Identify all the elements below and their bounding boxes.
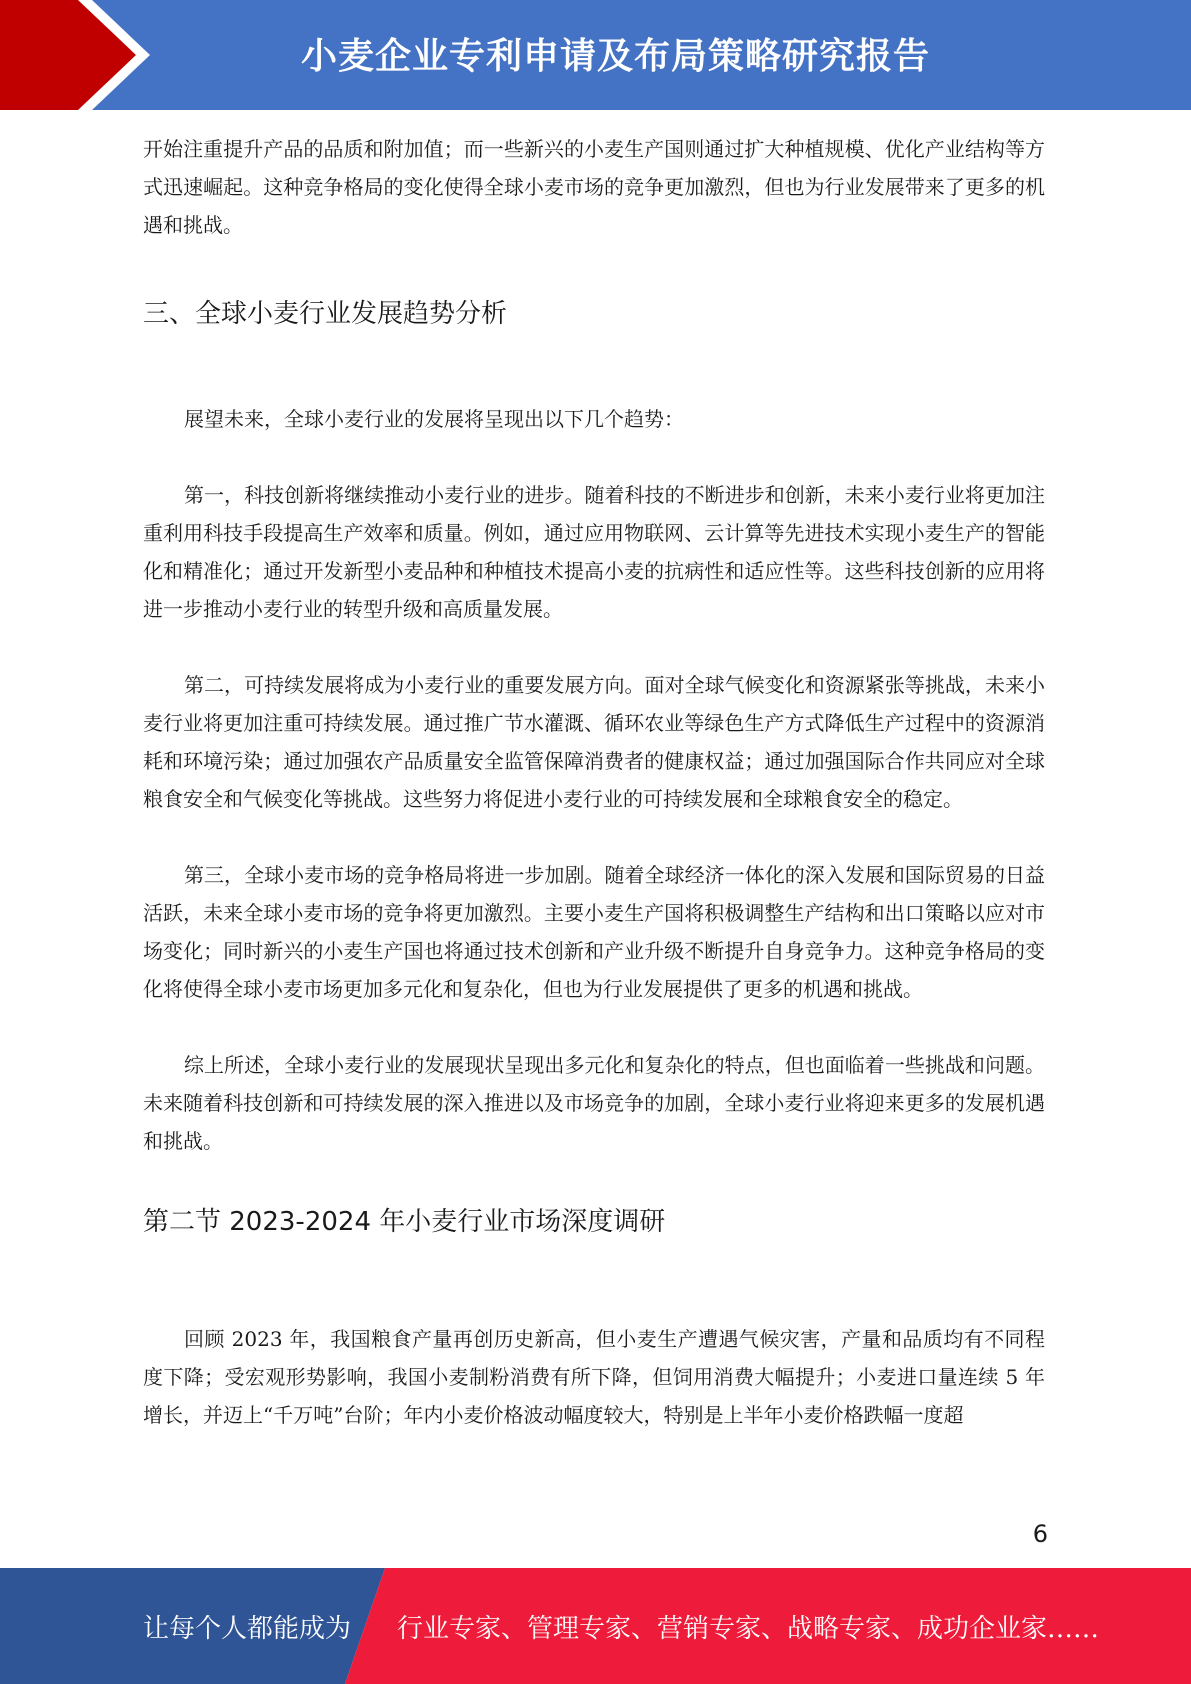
paragraph-third-trend: 第三，全球小麦市场的竞争格局将进一步加剧。随着全球经济一体化的深入发展和国际贸易的日益活跃，未来全球小麦市场的竞争将更加激烈。主要小麦生产国将积极调整生产结构和出口策略以应对市场变化；同时新兴的小麦生产国也将通过技术创新和产业升级不断提升自身竞争力。这种竞争格局的变化将使得全球小麦市场更加多元化和复杂化，但也为行业发展提供了更多的机遇和挑战。 (143, 863, 1045, 1001)
paragraph-first-trend: 第一，科技创新将继续推动小麦行业的进步。随着科技的不断进步和创新，未来小麦行业将更加注重利用科技手段提高生产效率和质量。例如，通过应用物联网、云计算等先进技术实现小麦生产的智能化和精准化；通过开发新型小麦品种和种植技术提高小麦的抗病性和适应性等。这些科技创新的应用将进一步推动小麦行业的转型升级和高质量发展。 (143, 483, 1045, 621)
heading-trend-analysis: 三、全球小麦行业发展趋势分析 (143, 299, 508, 329)
footer-slogan-right: 行业专家、管理专家、营销专家、战略专家、成功企业家…… (397, 1614, 1100, 1644)
paragraph-intro: 开始注重提升产品的品质和附加值；而一些新兴的小麦生产国则通过扩大种植规模、优化产业结构等方式迅速崛起。这种竞争格局的变化使得全球小麦市场的竞争更加激烈，但也为行业发展带来了更多的机遇和挑战。 (143, 137, 1045, 237)
paragraph-summary: 综上所述，全球小麦行业的发展现状呈现出多元化和复杂化的特点，但也面临着一些挑战和问题。未来随着科技创新和可持续发展的深入推进以及市场竞争的加剧，全球小麦行业将迎来更多的发展机遇和挑战。 (143, 1053, 1045, 1153)
footer-slogan-left: 让每个人都能成为 (143, 1614, 352, 1644)
page-number: 6 (1032, 1520, 1048, 1548)
paragraph-outlook: 展望未来，全球小麦行业的发展将呈现出以下几个趋势： (184, 407, 684, 431)
header-title: 小麦企业专利申请及布局策略研究报告 (300, 36, 930, 77)
paragraph-second-trend: 第二，可持续发展将成为小麦行业的重要发展方向。面对全球气候变化和资源紧张等挑战，未来小麦行业将更加注重可持续发展。通过推广节水灌溉、循环农业等绿色生产方式降低生产过程中的资源消耗和环境污染；通过加强农产品质量安全监管保障消费者的健康权益；通过加强国际合作共同应对全球粮食安全和气候变化等挑战。这些努力将促进小麦行业的可持续发展和全球粮食安全的稳定。 (143, 673, 1045, 811)
paragraph-review-2023: 回顾 2023 年，我国粮食产量再创历史新高，但小麦生产遭遇气候灾害，产量和品质均有不同程度下降；受宏观形势影响，我国小麦制粉消费有所下降，但饲用消费大幅提升；小麦进口量连续 5 年增长，并迈上“千万吨”台阶；年内小麦价格波动幅度较大，特别是上半年小麦价格跌幅一度超 (143, 1327, 1045, 1427)
document-body (143, 130, 1045, 1434)
page-header (0, 0, 1191, 110)
page-footer (0, 1568, 1191, 1684)
heading-section-two: 第二节 2023-2024 年小麦行业市场深度调研 (143, 1207, 666, 1237)
